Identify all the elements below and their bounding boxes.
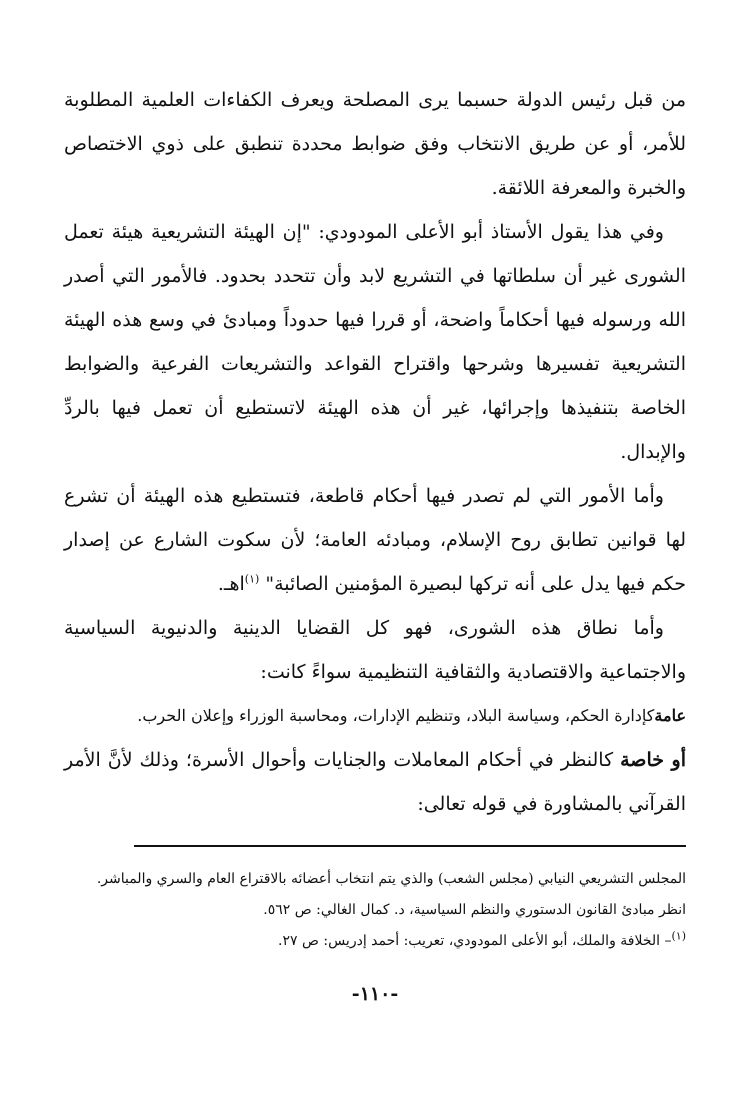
general-text: كإدارة الحكم، وسياسة البلاد، وتنظيم الإدارات، ومحاسبة الوزراء وإعلان الحرب. (137, 706, 655, 725)
special-line (64, 738, 686, 826)
footnote-2: انظر مبادئ القانون الدستوري والنظم السياسية، د. كمال الغالي: ص ٥٦٢. (263, 902, 686, 918)
paragraph-3 (64, 474, 686, 606)
footnote-1: المجلس التشريعي النيابي (مجلس الشعب) والذي يتم انتخاب أعضائه بالاقتراع العام والسري والمباشر. (96, 871, 686, 887)
general-label: عامة (654, 706, 686, 725)
general-line (64, 694, 686, 738)
paragraph-2: وفي هذا يقول الأستاذ أبو الأعلى المودودي: "إن الهيئة التشريعية هيئة تعمل الشورى غير أن سلطاتها في التشريع لابد وأن تتحدد بحدود. فالأمور التي أصدر الله ورسوله فيها أحكاماً واضحة، أو قررا فيها حدوداً ومبادئ في وسع هذه الهيئة التشريعية تفسيرها وشرحها واقتراح القواعد والتشريعات الفرعية والضوابط الخاصة بتنفيذها وإجرائها، غير أن هذه الهيئة لاتستطيع أن تعمل فيها بالردِّ والإبدال. (64, 221, 686, 463)
footnote-3-ref: (١) (671, 929, 686, 943)
paragraph-4: وأما نطاق هذه الشورى، فهو كل القضايا الدينية والدنيوية السياسية والاجتماعية والاقتصادية والثقافية التنظيمية سواءً كانت: (64, 617, 686, 683)
main-text (64, 78, 686, 826)
special-label: أو خاصة (620, 749, 686, 771)
footnote-divider (134, 845, 686, 847)
paragraph-1: من قبل رئيس الدولة حسبما يرى المصلحة ويعرف الكفاءات العلمية المطلوبة للأمر، أو عن طريق الانتخاب وفق ضوابط محددة تنطبق على ذوي الاختصاص والخبرة والمعرفة اللائقة. (64, 89, 686, 199)
paragraph-3-text: وأما الأمور التي لم تصدر فيها أحكام قاطعة، فتستطيع هذه الهيئة أن تشرع لها قوانين تطابق روح الإسلام، ومبادئه العامة؛ لأن سكوت الشارع عن إصدار حكم فيها يدل على أنه تركها لبصيرة المؤمنين الصائبة" (64, 485, 686, 595)
footnote-3-text: – الخلافة والملك، أبو الأعلى المودودي، تعريب: أحمد إدريس: ص ٢٧. (278, 933, 672, 949)
page-number: -١١٠- (351, 983, 399, 1005)
footnotes (64, 864, 686, 957)
paragraph-3-suffix: اهـ. (217, 573, 245, 595)
footnote-ref: (١) (244, 572, 260, 586)
special-text: كالنظر في أحكام المعاملات والجنايات وأحوال الأسرة؛ وذلك لأنَّ الأمر القرآني بالمشاورة في قوله تعالى: (64, 749, 686, 815)
footnote-3 (64, 926, 686, 957)
